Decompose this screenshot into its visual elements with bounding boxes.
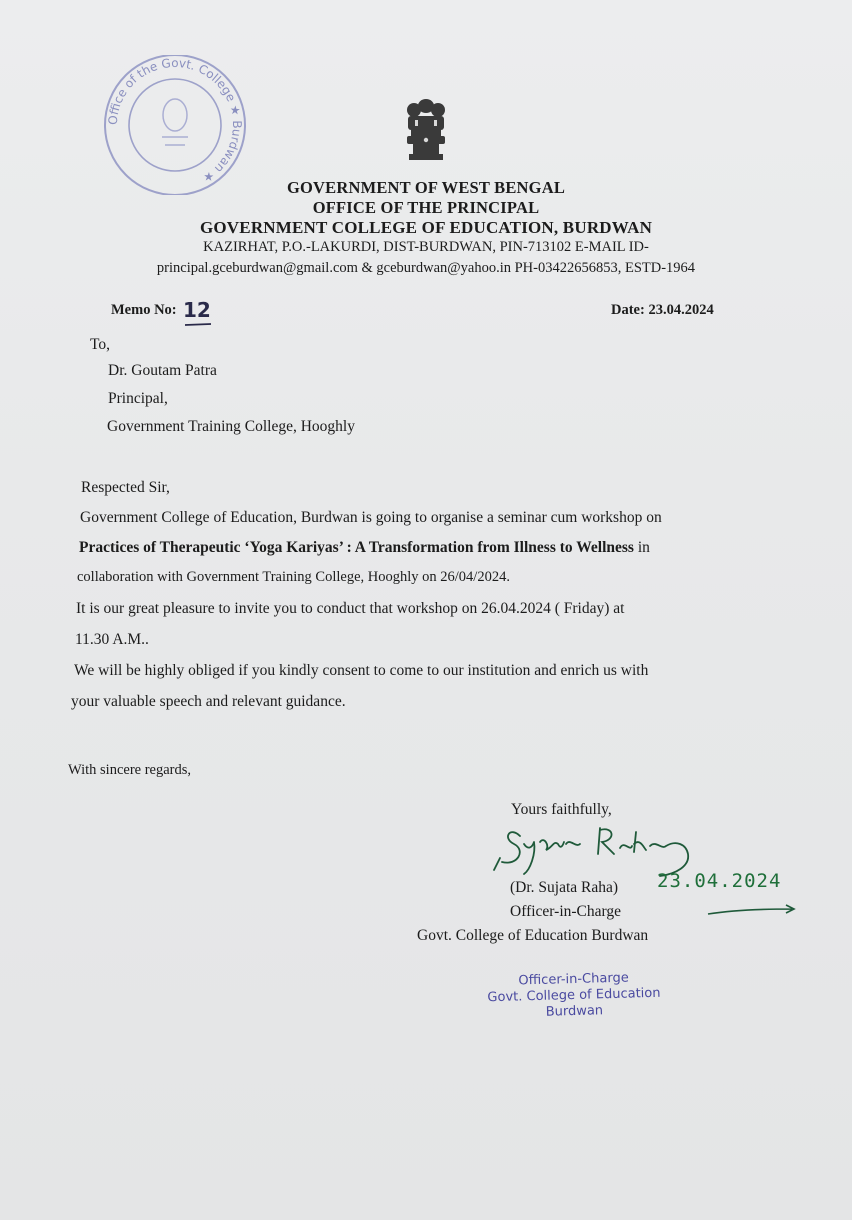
stamp-line-3: Burdwan bbox=[545, 1003, 604, 1020]
paragraph-1-line-1: Government College of Education, Burdwan is going to organise a seminar cum workshop on bbox=[80, 509, 662, 526]
closing-yours-faithfully: Yours faithfully, bbox=[511, 801, 612, 818]
signature-arrow-icon bbox=[704, 904, 800, 918]
seal-emblem-icon bbox=[162, 99, 188, 145]
paragraph-1-line-3: collaboration with Government Training College, Hooghly on 26/04/2024. bbox=[77, 569, 510, 585]
seminar-title: Practices of Therapeutic ‘Yoga Kariyas’ : A Transformation from Illness to Wellness bbox=[79, 539, 634, 556]
paragraph-2-line-1: It is our great pleasure to invite you to conduct that workshop on 26.04.2024 ( Friday) at bbox=[76, 600, 625, 617]
paragraph-1-line-2-tail: in bbox=[633, 539, 650, 556]
memo-underline-icon bbox=[183, 322, 213, 328]
paragraph-3-line-2: your valuable speech and relevant guidance. bbox=[71, 693, 346, 710]
header-college-line: GOVERNMENT COLLEGE OF EDUCATION, BURDWAN bbox=[199, 218, 653, 237]
recipient-designation: Principal, bbox=[108, 390, 168, 407]
seal-text: Office of the Govt. College ★ Burdwan ★ bbox=[105, 55, 245, 186]
memo-date: Date: 23.04.2024 bbox=[611, 302, 714, 318]
header-office-line: OFFICE OF THE PRINCIPAL bbox=[312, 198, 540, 217]
recipient-name: Dr. Goutam Patra bbox=[108, 362, 217, 379]
recipient-to: To, bbox=[90, 336, 111, 353]
national-emblem-icon bbox=[393, 96, 459, 162]
closing-name: (Dr. Sujata Raha) bbox=[510, 879, 619, 896]
signature-date: 23.04.2024 bbox=[657, 870, 782, 892]
closing-role: Officer-in-Charge bbox=[510, 903, 622, 920]
recipient-institution: Government Training College, Hooghly bbox=[107, 418, 355, 435]
stamp-line-1: Officer-in-Charge bbox=[518, 970, 629, 989]
officer-rubber-stamp bbox=[453, 969, 694, 1023]
header-contact-line: principal.gceburdwan@gmail.com & gceburdwan@yahoo.in PH-03422656853, ESTD-1964 bbox=[156, 260, 696, 276]
closing-regards: With sincere regards, bbox=[68, 762, 192, 778]
paragraph-2-line-2: 11.30 A.M.. bbox=[75, 631, 149, 648]
stamp-line-2: Govt. College of Education bbox=[487, 985, 661, 1006]
paragraph-1-line-2 bbox=[79, 539, 650, 557]
paragraph-3-line-1: We will be highly obliged if you kindly consent to come to our institution and enrich us with bbox=[74, 662, 649, 679]
office-seal-stamp bbox=[100, 55, 250, 195]
header-address-line: KAZIRHAT, P.O.-LAKURDI, DIST-BURDWAN, PIN-713102 E-MAIL ID- bbox=[203, 239, 649, 255]
salutation: Respected Sir, bbox=[81, 479, 170, 496]
closing-org: Govt. College of Education Burdwan bbox=[417, 927, 649, 944]
header-govt-line: GOVERNMENT OF WEST BENGAL bbox=[286, 178, 566, 197]
memo-number: 12 bbox=[183, 298, 211, 322]
memo-label: Memo No: bbox=[111, 302, 177, 318]
